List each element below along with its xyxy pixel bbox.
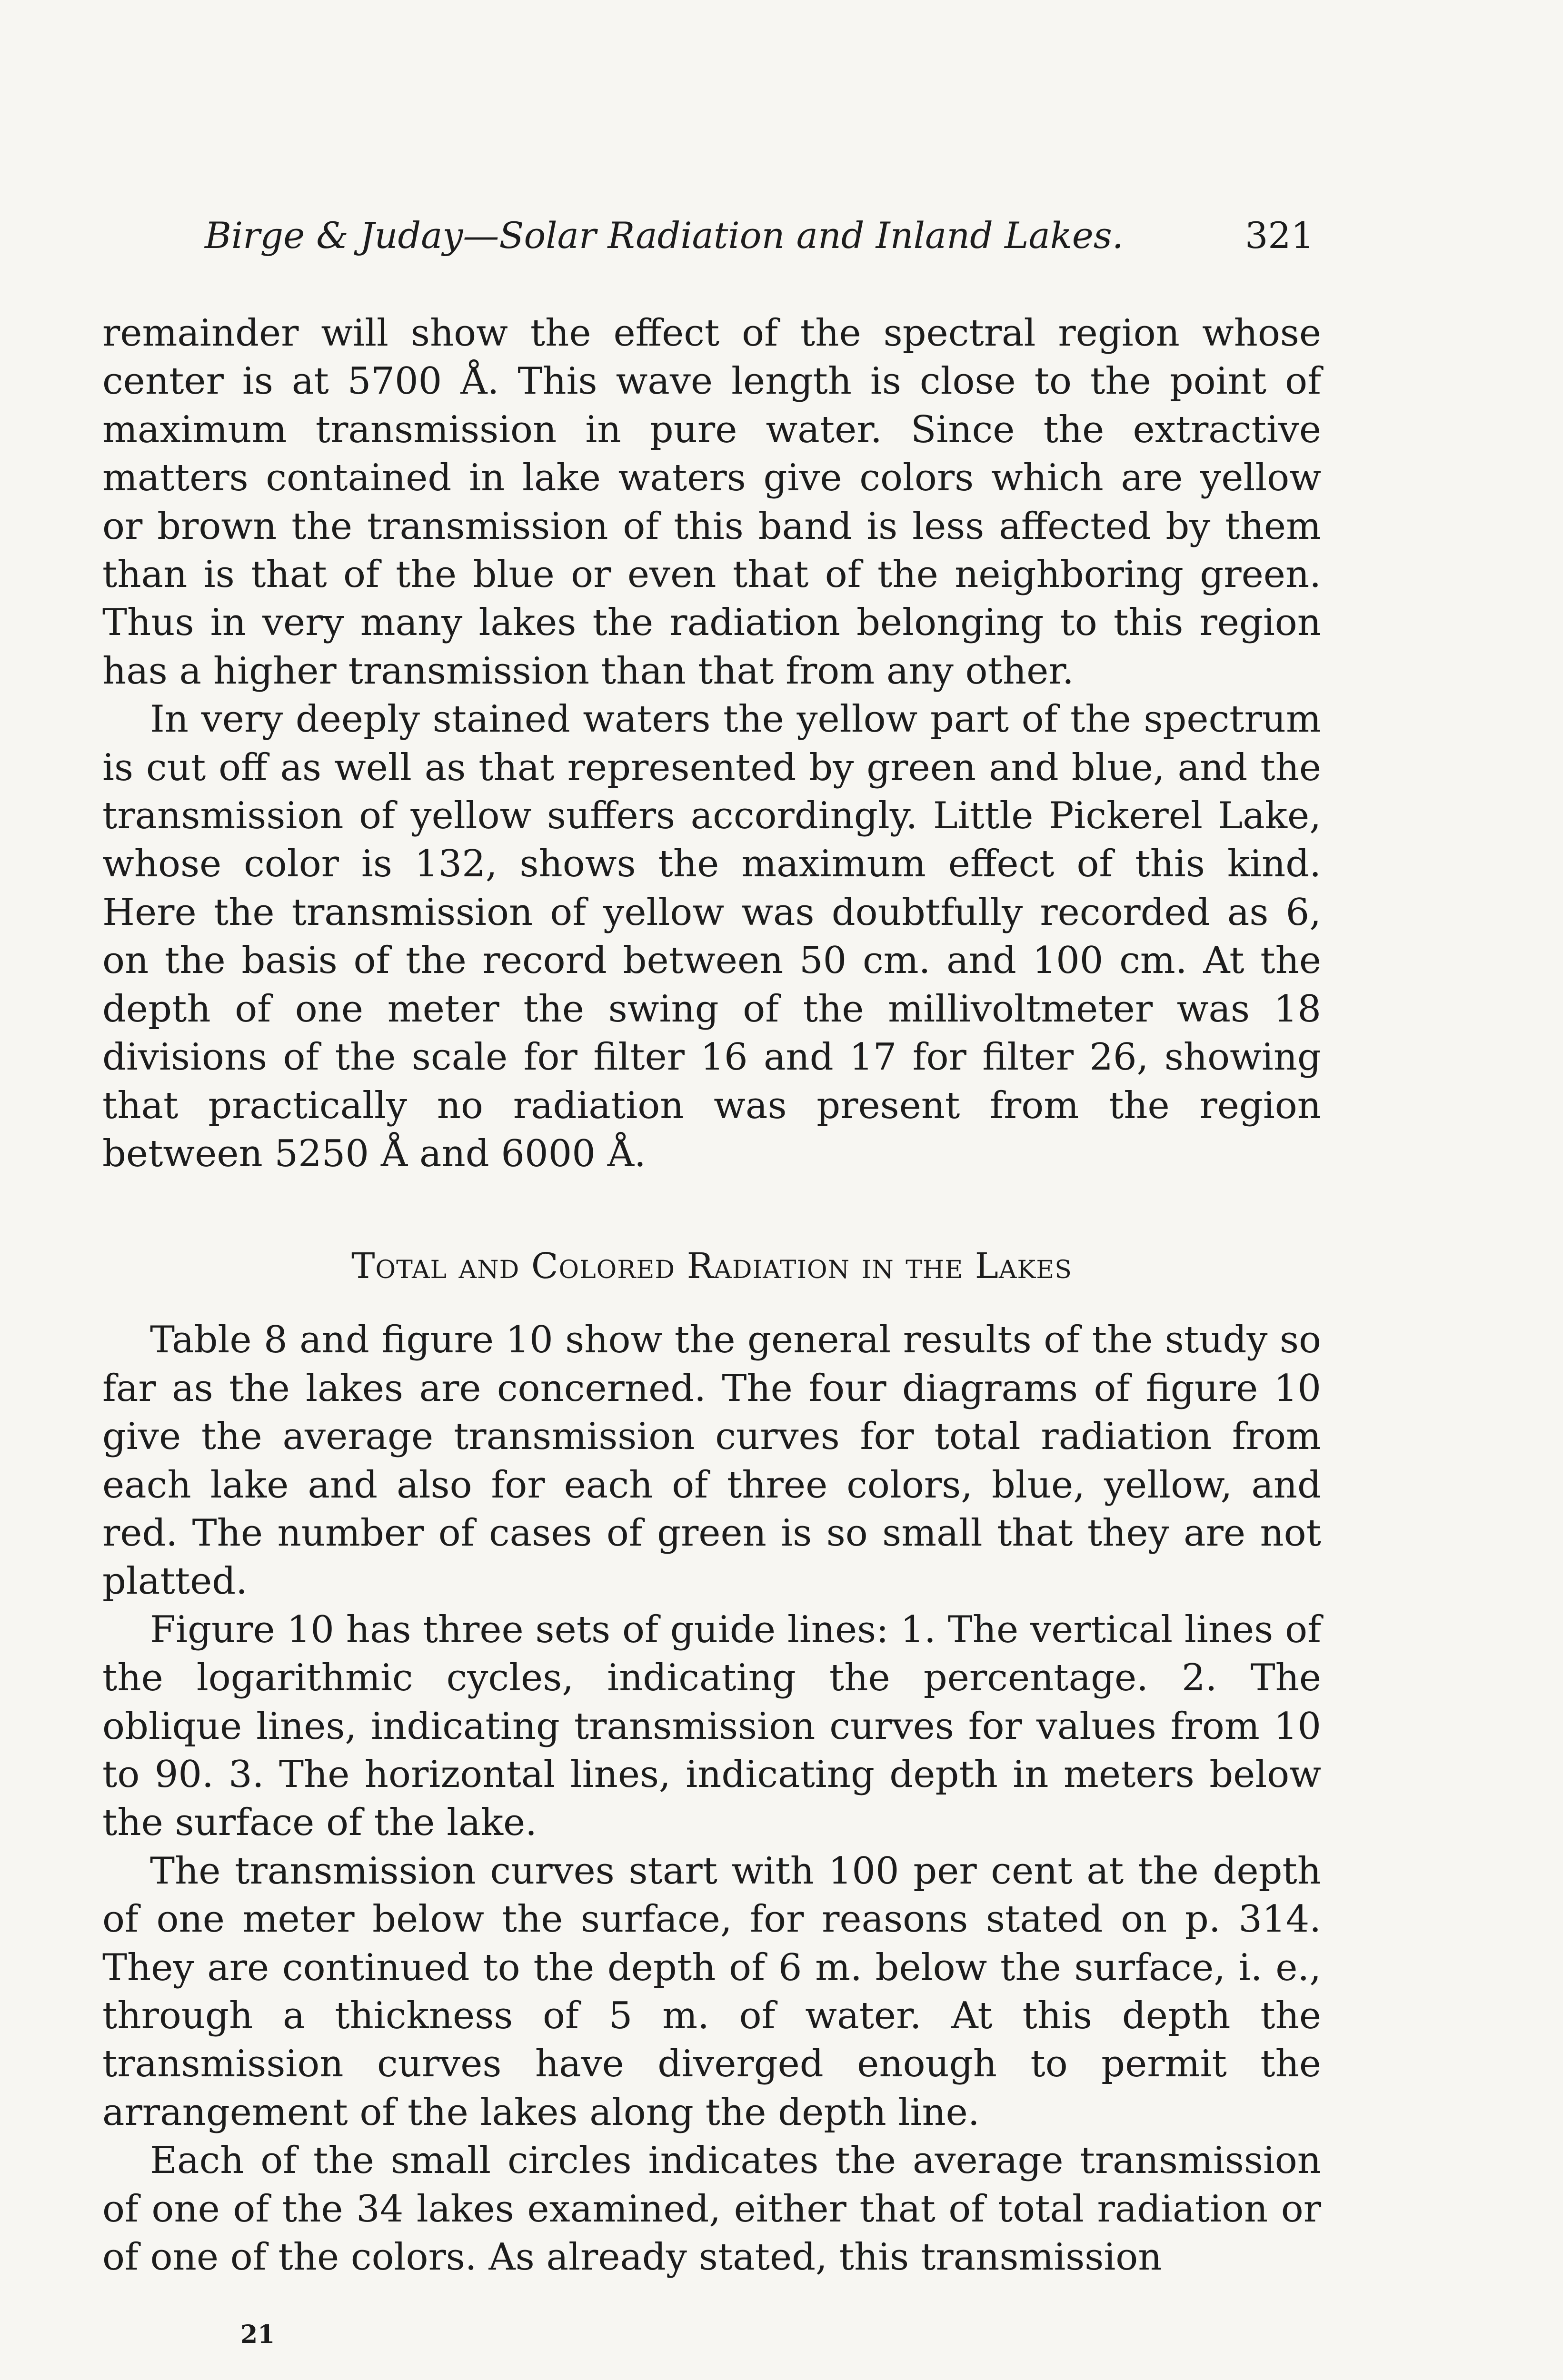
page-number: 321 bbox=[1244, 214, 1314, 257]
section-heading: Total and Colored Radiation in the Lakes bbox=[351, 1246, 1072, 1287]
paragraph-stained-waters: In very deeply stained waters the yellow part of the spectrum is cut off as well as that represented by green and blue, and the transmission of yellow suffers accordingly. Little Pickerel Lake, whose color is 132, shows the maximum effect of this kind. Here the transmission of yellow was doubtfully recorded as 6, on the basis of the record between 50 cm. and 100 cm. At the depth of one meter the swing of the millivoltmeter was 18 divisions of the scale for filter 16 and 17 for filter 26, showing that practically no radiation was present from the region between 5250 Å and 6000 Å. bbox=[102, 698, 1321, 1175]
running-title: Birge & Juday—Solar Radiation and Inland Lakes. bbox=[205, 214, 1124, 257]
paragraph-continuation: remainder will show the effect of the spectral region whose center is at 5700 Å. This wave length is close to the point of maximum transmission in pure water. Since the extractive matters contained in lake waters give colors which are yellow or brown the transmission of this band is less affected by them than is that of the blue or even that of the neighboring green. Thus in very many lakes the radiation belonging to this region has a higher transmission than that from any other. bbox=[102, 312, 1321, 693]
body-text bbox=[102, 309, 1321, 2281]
running-head bbox=[205, 209, 1314, 262]
paragraph-table-8: Table 8 and figure 10 show the general results of the study so far as the lakes are concerned. The four diagrams of figure 10 give the average transmission curves for total radiation from each lake and also for each of three colors, blue, yellow, and red. The number of cases of green is so small that they are not platted. bbox=[102, 1319, 1321, 1603]
signature-mark: 21 bbox=[240, 2320, 275, 2349]
paragraph-small-circles: Each of the small circles indicates the average transmission of one of the 34 lakes examined, either that of total radiation or of one of the colors. As already stated, this transmission bbox=[102, 2139, 1321, 2279]
paragraph-transmission-curves: The transmission curves start with 100 per cent at the depth of one meter below the surface, for reasons stated on p. 314. They are continued to the depth of 6 m. below the surface, i. e., through a thickness of 5 m. of water. At this depth the transmission curves have diverged enough to permit the arrangement of the lakes along the depth line. bbox=[102, 1849, 1321, 2134]
paragraph-guide-lines: Figure 10 has three sets of guide lines: 1. The vertical lines of the logarithmic cycles, indicating the percentage. 2. The oblique lines, indicating transmission curves for values from 10 to 90. 3. The horizontal lines, indicating depth in meters below the surface of the lake. bbox=[102, 1608, 1321, 1844]
